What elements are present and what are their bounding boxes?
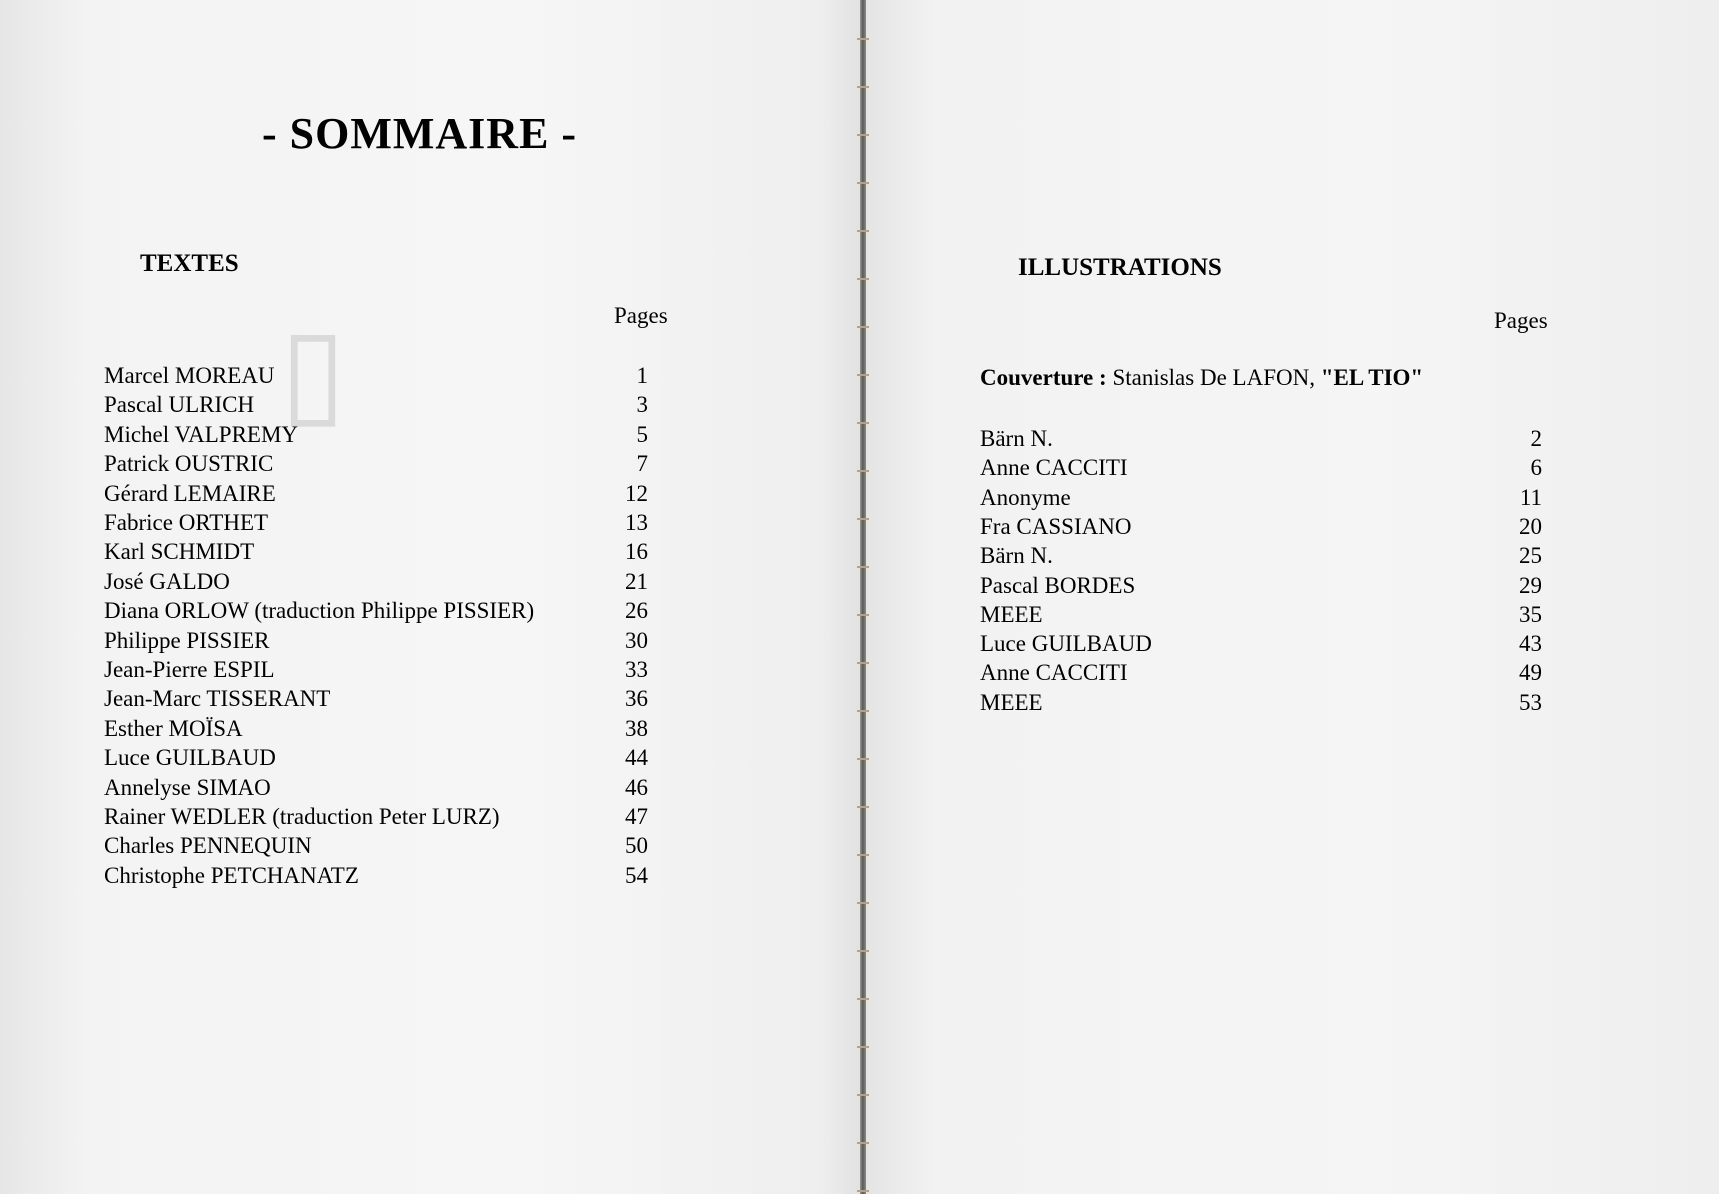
textes-pages-header: Pages (614, 303, 668, 328)
entry-page-number: 6 (1530, 455, 1542, 481)
stitch-mark (857, 614, 869, 616)
cover-title: "EL TIO" (1320, 365, 1424, 390)
entry-name: Marcel MOREAU (104, 363, 275, 388)
stitch-mark (857, 566, 869, 568)
entry-page-number: 7 (636, 451, 648, 477)
entry-page-number: 49 (1519, 660, 1542, 686)
entry-name: Esther MOÏSA (104, 715, 243, 741)
entry-page-number: 38 (625, 715, 648, 741)
stitch-mark (857, 134, 869, 136)
entry-name: Charles PENNEQUIN (104, 833, 312, 859)
entry-name: Fabrice ORTHET (104, 510, 269, 535)
entry-page-number: 12 (625, 480, 648, 506)
entry-page-number: 47 (625, 804, 648, 829)
stitch-mark (857, 902, 869, 904)
entry-page-number: 54 (625, 862, 648, 888)
entry-name: Fra CASSIANO (980, 513, 1132, 539)
entry-name: MEEE (980, 689, 1043, 715)
entry-name: Karl SCHMIDT (104, 539, 255, 565)
textes-heading: TEXTES (140, 250, 239, 277)
entry-name: Bärn N. (980, 543, 1053, 569)
cover-label: Couverture : (980, 365, 1107, 390)
entry-name: Luce GUILBAUD (104, 745, 276, 771)
entry-name: Anonyme (980, 484, 1071, 510)
page-title: - SOMMAIRE - (262, 109, 578, 158)
entry-name: Jean-Marc TISSERANT (104, 686, 331, 712)
entry-page-number: 35 (1519, 601, 1542, 627)
entry-page-number: 26 (625, 598, 648, 624)
entry-page-number: 5 (636, 421, 648, 447)
entry-page-number: 21 (625, 568, 648, 594)
illustrations-pages-header: Pages (1494, 308, 1548, 333)
stitch-mark (857, 998, 869, 1000)
stitch-mark (857, 710, 869, 712)
stitch-mark (857, 326, 869, 328)
bleed-through-decoration: ▯ (280, 305, 347, 438)
entry-name: Gérard LEMAIRE (104, 480, 276, 506)
entry-page-number: 50 (625, 833, 648, 859)
stitch-mark (857, 1142, 869, 1144)
stitch-mark (857, 470, 869, 472)
stitch-mark (857, 806, 869, 808)
entry-page-number: 16 (625, 539, 648, 565)
entry-page-number: 43 (1519, 631, 1542, 657)
entry-name: Bärn N. (980, 426, 1053, 451)
entry-page-number: 29 (1519, 572, 1542, 598)
cover-artist: Stanislas De LAFON, (1112, 365, 1315, 390)
stitch-mark (857, 86, 869, 88)
entry-name: Jean-Pierre ESPIL (104, 657, 275, 682)
entry-name: Diana ORLOW (traduction Philippe PISSIER) (104, 598, 535, 624)
stitch-mark (857, 518, 869, 520)
entry-page-number: 46 (625, 774, 648, 800)
stitch-mark (857, 38, 869, 40)
entry-page-number: 20 (1519, 513, 1542, 539)
entry-page-number: 1 (636, 363, 648, 388)
stitch-mark (857, 422, 869, 424)
stitch-mark (857, 1046, 869, 1048)
entry-name: Pascal BORDES (980, 572, 1136, 598)
entry-page-number: 3 (636, 392, 648, 418)
entry-name: MEEE (980, 601, 1043, 627)
entry-page-number: 36 (625, 686, 648, 712)
stitch-mark (857, 854, 869, 856)
cover-credit (980, 365, 1423, 391)
stitch-mark (857, 1190, 869, 1192)
illustrations-heading: ILLUSTRATIONS (1018, 254, 1222, 281)
entry-name: Patrick OUSTRIC (104, 451, 274, 477)
entry-name: Pascal ULRICH (104, 392, 255, 418)
entry-name: Philippe PISSIER (104, 627, 270, 653)
entry-page-number: 30 (625, 627, 648, 653)
entry-page-number: 33 (625, 657, 648, 682)
stitch-mark (857, 950, 869, 952)
stitch-mark (857, 374, 869, 376)
entry-name: Rainer WEDLER (traduction Peter LURZ) (104, 804, 500, 829)
entry-name: Annelyse SIMAO (104, 774, 271, 800)
entry-page-number: 25 (1519, 543, 1542, 569)
entry-page-number: 11 (1519, 484, 1542, 510)
book-spine (860, 0, 866, 1194)
entry-page-number: 2 (1530, 426, 1542, 451)
stitch-mark (857, 662, 869, 664)
entry-name: Anne CACCITI (980, 660, 1128, 686)
entry-name: Michel VALPREMY (104, 421, 299, 447)
stitch-mark (857, 758, 869, 760)
stitch-mark (857, 1094, 869, 1096)
entry-page-number: 13 (625, 510, 648, 535)
entry-name: Luce GUILBAUD (980, 631, 1152, 657)
stitch-mark (857, 278, 869, 280)
entry-page-number: 44 (625, 745, 648, 771)
entry-name: José GALDO (104, 568, 230, 594)
entry-name: Christophe PETCHANATZ (104, 862, 359, 888)
entry-page-number: 53 (1519, 689, 1542, 715)
stitch-mark (857, 230, 869, 232)
entry-name: Anne CACCITI (980, 455, 1128, 481)
stitch-mark (857, 182, 869, 184)
